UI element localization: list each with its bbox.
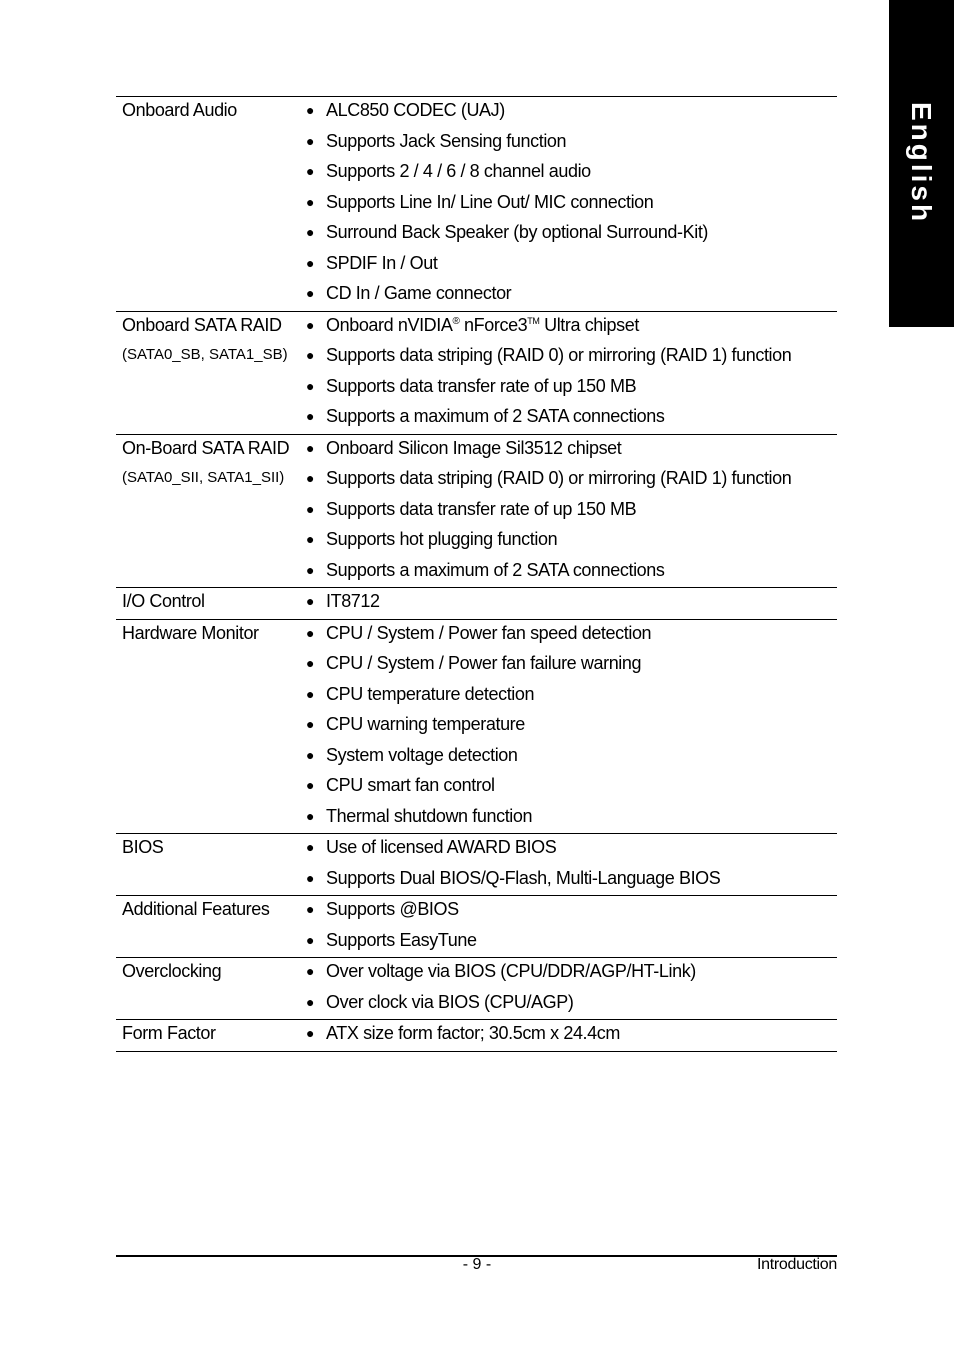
spec-item-text (326, 312, 639, 343)
spec-label-column (116, 958, 302, 1019)
spec-item-text: Supports data striping (RAID 0) or mirroring (RAID 1) function (326, 345, 792, 365)
spec-label-column (116, 588, 302, 619)
spec-item (302, 927, 837, 958)
spec-label: Onboard SATA RAID (122, 314, 282, 335)
spec-item-text: Supports Line In/ Line Out/ MIC connection (326, 191, 654, 212)
spec-item-text: CPU warning temperature (326, 714, 525, 734)
spec-item (302, 896, 837, 927)
spec-item-list (302, 958, 837, 1019)
spec-item (302, 373, 837, 404)
spec-item (302, 403, 837, 434)
spec-item (302, 312, 837, 343)
language-tab-label: English (906, 101, 937, 225)
spec-item (302, 557, 837, 588)
bullet-icon: ● (306, 193, 315, 210)
spec-label-column (116, 312, 302, 434)
spec-item (302, 681, 837, 712)
footer-section-title: Introduction (756, 1256, 837, 1273)
spec-item (302, 834, 837, 865)
spec-item-text: CPU / System / Power fan speed detection (326, 622, 652, 643)
bullet-icon: ● (306, 716, 315, 732)
spec-item-text: Supports a maximum of 2 SATA connections (326, 559, 665, 580)
spec-item (302, 772, 837, 803)
bullet-icon: ● (306, 347, 315, 363)
spec-label: Hardware Monitor (122, 622, 259, 643)
bullet-icon: ● (306, 439, 315, 456)
spec-item-text-part: Onboard nVIDIA (326, 314, 453, 335)
spec-item (302, 1020, 837, 1051)
spec-label: Form Factor (122, 1023, 216, 1043)
trademark-mark: TM (527, 315, 540, 326)
bullet-icon: ● (306, 285, 315, 301)
spec-item-text: CD In / Game connector (326, 283, 512, 303)
bullet-icon: ● (306, 163, 315, 179)
spec-item-text: Supports @BIOS (326, 899, 459, 919)
spec-section (116, 620, 837, 835)
bullet-icon: ● (306, 561, 315, 578)
bullet-icon: ● (306, 593, 315, 609)
spec-section (116, 97, 837, 312)
spec-item (302, 158, 837, 189)
spec-item (302, 989, 837, 1020)
spec-item (302, 189, 837, 220)
spec-item (302, 280, 837, 311)
bullet-icon: ● (306, 132, 315, 149)
spec-item (302, 342, 837, 373)
bullet-icon: ● (306, 655, 315, 671)
spec-item (302, 465, 837, 496)
bullet-icon: ● (306, 624, 315, 641)
bullet-icon: ● (306, 102, 315, 118)
spec-item-text: Supports data striping (RAID 0) or mirroring (RAID 1) function (326, 468, 792, 488)
spec-item-list (302, 97, 837, 311)
spec-item-text: Supports hot plugging function (326, 529, 558, 549)
spec-section (116, 312, 837, 435)
spec-label-column (116, 1020, 302, 1051)
spec-item (302, 711, 837, 742)
bullet-icon: ● (306, 777, 315, 793)
spec-item-text: CPU / System / Power fan failure warning (326, 653, 642, 673)
spec-item-text: Onboard Silicon Image Sil3512 chipset (326, 437, 622, 458)
spec-label-column (116, 435, 302, 588)
spec-item-list (302, 896, 837, 957)
spec-item (302, 742, 837, 773)
spec-item-text: Supports 2 / 4 / 6 / 8 channel audio (326, 161, 591, 181)
spec-item (302, 128, 837, 159)
spec-item-text: Supports EasyTune (326, 929, 477, 950)
spec-item (302, 650, 837, 681)
spec-label-column (116, 97, 302, 311)
spec-item (302, 620, 837, 651)
spec-label: On-Board SATA RAID (122, 437, 290, 458)
spec-item-list (302, 435, 837, 588)
bullet-icon: ● (306, 901, 315, 917)
spec-item (302, 865, 837, 896)
spec-item-text: IT8712 (326, 591, 380, 611)
language-tab (889, 0, 954, 327)
specification-table (116, 96, 837, 1052)
spec-item (302, 526, 837, 557)
bullet-icon: ● (306, 470, 315, 486)
spec-sublabel: (SATA0_SII, SATA1_SII) (122, 469, 285, 486)
spec-label-column (116, 896, 302, 957)
spec-section (116, 834, 837, 896)
bullet-icon: ● (306, 224, 315, 240)
spec-item-text: Supports data transfer rate of up 150 MB (326, 375, 637, 396)
spec-item-text: Surround Back Speaker (by optional Surround-Kit) (326, 222, 709, 242)
spec-item-text-part: nForce3 (459, 314, 528, 335)
spec-item-list (302, 834, 837, 895)
bullet-icon: ● (306, 377, 315, 394)
spec-label: BIOS (122, 837, 164, 857)
spec-section (116, 435, 837, 589)
spec-item-text: SPDIF In / Out (326, 252, 438, 273)
spec-item-list (302, 620, 837, 834)
page-number: - 9 - (462, 1256, 492, 1273)
bullet-icon: ● (306, 500, 315, 517)
spec-item-text: Over clock via BIOS (CPU/AGP) (326, 991, 574, 1012)
bullet-icon: ● (306, 254, 315, 271)
spec-sublabel: (SATA0_SB, SATA1_SB) (122, 346, 288, 363)
spec-item-text: Over voltage via BIOS (CPU/DDR/AGP/HT-Link) (326, 961, 696, 981)
spec-label-column (116, 834, 302, 895)
spec-item-text: Supports data transfer rate of up 150 MB (326, 498, 637, 519)
bullet-icon: ● (306, 1025, 315, 1041)
bullet-icon: ● (306, 746, 315, 763)
bullet-icon: ● (306, 316, 315, 333)
spec-item-text: CPU smart fan control (326, 775, 495, 795)
spec-item-text: ALC850 CODEC (UAJ) (326, 100, 505, 120)
spec-item-text: ATX size form factor; 30.5cm x 24.4cm (326, 1023, 620, 1043)
spec-item-list (302, 588, 837, 619)
spec-item-text: Thermal shutdown function (326, 805, 533, 826)
spec-label: Overclocking (122, 961, 222, 981)
spec-item (302, 97, 837, 128)
bullet-icon: ● (306, 931, 315, 948)
bullet-icon: ● (306, 685, 315, 702)
bullet-icon: ● (306, 807, 315, 824)
spec-section (116, 896, 837, 958)
spec-section (116, 1020, 837, 1052)
spec-item-list (302, 1020, 837, 1051)
spec-item-list (302, 312, 837, 434)
spec-section (116, 958, 837, 1020)
spec-item (302, 803, 837, 834)
spec-label: Onboard Audio (122, 100, 237, 120)
bullet-icon: ● (306, 993, 315, 1010)
bullet-icon: ● (306, 963, 315, 979)
spec-section (116, 588, 837, 620)
spec-item (302, 496, 837, 527)
spec-item-text: System voltage detection (326, 744, 518, 765)
spec-item (302, 958, 837, 989)
spec-label: I/O Control (122, 591, 205, 611)
spec-label-column (116, 620, 302, 834)
bullet-icon: ● (306, 408, 315, 424)
spec-item (302, 435, 837, 466)
bullet-icon: ● (306, 531, 315, 547)
spec-label: Additional Features (122, 899, 270, 919)
registered-mark: ® (452, 315, 460, 327)
spec-item-text: Supports Dual BIOS/Q-Flash, Multi-Language BIOS (326, 867, 721, 888)
spec-item (302, 588, 837, 619)
spec-item (302, 250, 837, 281)
bullet-icon: ● (306, 839, 315, 855)
spec-item-text: Supports Jack Sensing function (326, 130, 567, 151)
spec-item-text-part: Ultra chipset (539, 314, 639, 335)
spec-item (302, 219, 837, 250)
spec-item-text: Supports a maximum of 2 SATA connections (326, 406, 665, 426)
spec-item-text: CPU temperature detection (326, 683, 535, 704)
spec-item-text: Use of licensed AWARD BIOS (326, 837, 557, 857)
bullet-icon: ● (306, 869, 315, 886)
